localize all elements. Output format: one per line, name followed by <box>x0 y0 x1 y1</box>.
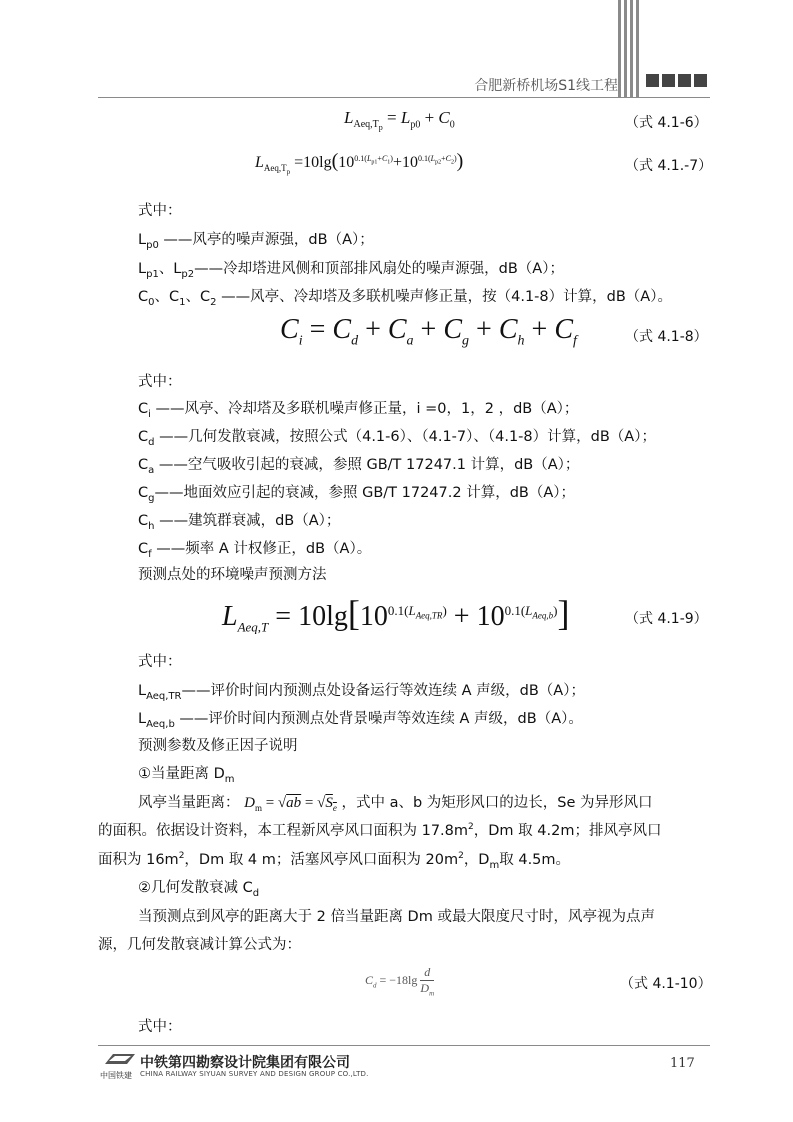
where-label: 式中： <box>138 1019 182 1035</box>
def-cf: $C_f$ ——频率 A 计权修正，dB（A）。 <box>138 541 372 560</box>
equation-number: （式 4.1-8） <box>625 329 708 345</box>
def-lp0: $L_{p0}$ ——风亭的噪声源强，dB（A）； <box>138 232 374 251</box>
equation-4-1-8: $C_i = C_d + C_a + C_g + C_h + C_f$ <box>280 314 577 349</box>
def-ci: $C_i$ ——风亭、冷却塔及多联机噪声修正量，i =0，1，2 ，dB（A）； <box>138 401 579 420</box>
page-number: 117 <box>670 1056 695 1071</box>
header-rule <box>98 97 710 98</box>
def-ca: $C_a$ ——空气吸收引起的衰减，参照 GB/T 17247.1 计算，dB（A）； <box>138 457 580 476</box>
item-geometric-divergence: ②几何发散衰减 $C_d$ <box>138 880 260 899</box>
footer-company-english: CHINA RAILWAY SIYUAN SURVEY AND DESIGN GROUP CO.,LTD. <box>140 1070 369 1078</box>
where-label: 式中： <box>138 654 182 670</box>
equation-4-1-10: $C_d = -18\lg$ $\frac{d}{D_m}$ <box>365 965 435 998</box>
where-label: 式中： <box>138 374 182 390</box>
equation-number: （式 4.1.-7） <box>625 158 713 174</box>
def-laeq-tr: $L_{Aeq,TR}——$评价时间内预测点处设备运行等效连续 A 声级，dB（A）； <box>138 683 585 702</box>
equation-number: （式 4.1-10） <box>620 976 712 992</box>
equation-number: （式 4.1-9） <box>625 611 708 627</box>
def-c0-c1-c2: $C_0$、$C_1$、$C_2$ ——风亭、冷却塔及多联机噪声修正量，按（4.1-8）计算，dB（A）。 <box>138 289 672 308</box>
crcc-logo-icon <box>103 1050 137 1068</box>
equation-4-1-6: $L_{Aeq,T_p} = L_{p0} + C_0$ <box>344 108 455 133</box>
header-title: 合肥新桥机场S1线工程 <box>474 78 618 94</box>
def-cd: $C_d$ ——几何发散衰减，按照公式（4.1-6）、（4.1-7）、（4.1-8）计算，dB（A）； <box>138 429 656 448</box>
footer-company-name: 中铁第四勘察设计院集团有限公司 <box>140 1055 350 1071</box>
footer-brand: 中国铁建 <box>100 1071 132 1080</box>
def-cg: $C_g——$地面效应引起的衰减，参照 GB/T 17247.2 计算，dB（A）； <box>138 485 576 504</box>
footer-rule <box>98 1045 710 1046</box>
def-laeq-b: $L_{Aeq,b}$ ——评价时间内预测点处背景噪声等效连续 A 声级，dB（A）。 <box>138 711 583 730</box>
point-source-line-1: 当预测点到风亭的距离大于 2 倍当量距离 Dm 或最大限度尺寸时，风亭视为点声 <box>138 909 655 925</box>
fengting-line-2: 的面积。依据设计资料，本工程新风亭风口面积为 $17.8m^2$，Dm 取 4.2m；排风亭风口 <box>98 822 662 839</box>
item-equivalent-distance: ①当量距离 $D_m$ <box>138 766 235 785</box>
where-label: 式中： <box>138 203 182 219</box>
equation-4-1-7: $L_{Aeq,T_p} =10\lg(10^{0.1(L_{p1}+C_1)}+10^{0.1(L_{p2}+C_2)})$ <box>255 150 464 176</box>
def-lp1-lp2: $L_{p1}$、$L_{p2}——$冷却塔进风侧和顶部排风扇处的噪声源强，dB（A）； <box>138 261 564 280</box>
point-source-line-2: 源，几何发散衰减计算公式为： <box>98 937 301 953</box>
equation-4-1-9: $L_{Aeq,T} = 10\lg[10^{0.1(L_{Aeq,TR})} + 10^{0.1(L_{Aeq,b})}]$ <box>222 593 570 635</box>
equation-number: （式 4.1-6） <box>625 115 708 131</box>
def-ch: $C_h$ ——建筑群衰减，dB（A）； <box>138 513 341 532</box>
fengting-line-3: 面积为 $16m^2$，Dm 取 4 m；活塞风亭风口面积为 $20m^2$，$D_m$取 4.5m。 <box>98 851 571 871</box>
method-heading: 预测点处的环境噪声预测方法 <box>138 567 327 583</box>
fengting-line-1: 风亭当量距离： $D_m = √ab = √S_e$ ，式中 a、b 为矩形风口的边长，Se 为异形风口 <box>138 795 653 813</box>
header-decoration-bars <box>618 0 644 97</box>
params-heading: 预测参数及修正因子说明 <box>138 738 298 754</box>
header-squares <box>646 72 710 91</box>
